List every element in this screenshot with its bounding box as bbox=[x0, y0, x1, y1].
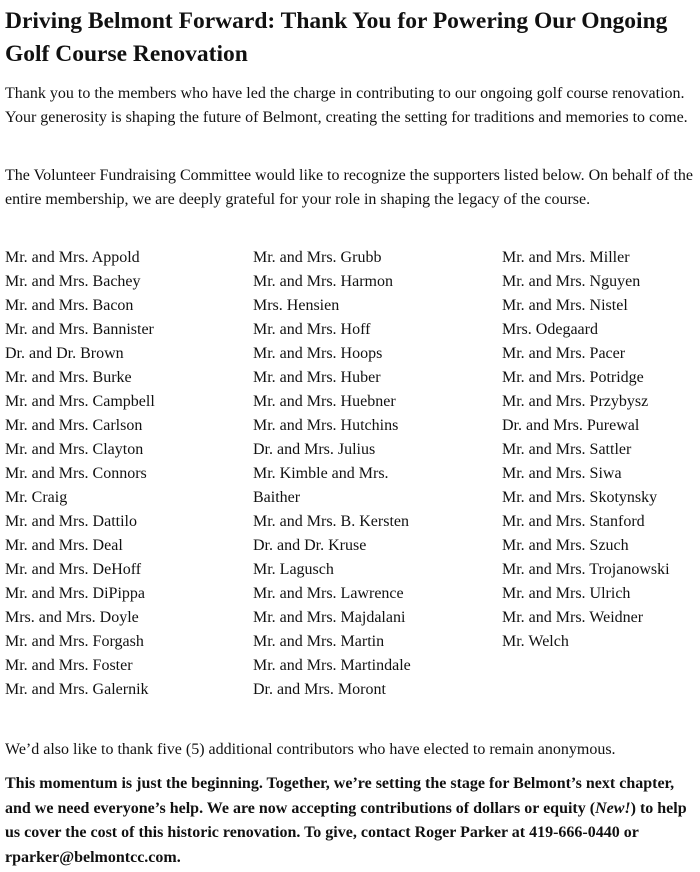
supporter-name: Mr. and Mrs. Connors bbox=[5, 465, 147, 482]
supporter-name: Mrs. Odegaard bbox=[502, 321, 598, 338]
supporter-name: Mr. and Mrs. Skotynsky bbox=[502, 489, 658, 506]
closing-text-part-1: This momentum is just the beginning. Together, we’re setting the stage for Belmont’s next chapter, and we need everyone’s help. We are now accepting contributions of dollars or equity ( bbox=[5, 775, 675, 817]
closing-text-part-2: ) to help us cover the cost of this historic renovation. To give, contact Roger Parker at 419-666-0440 or rparker@belmontcc.com. bbox=[5, 799, 687, 866]
supporter-name: Mr. and Mrs. Harmon bbox=[253, 273, 393, 290]
supporter-name: Mr. Craig bbox=[5, 489, 68, 506]
supporter-name: Dr. and Mrs. Purewal bbox=[502, 417, 640, 434]
page-title: Driving Belmont Forward: Thank You for Powering Our Ongoing Golf Course Renovation bbox=[5, 8, 668, 67]
supporter-name: Mr. and Mrs. Hutchins bbox=[253, 417, 399, 434]
supporter-name: Mr. and Mrs. Bacon bbox=[5, 297, 134, 314]
supporter-name: Mr. and Mrs. Forgash bbox=[5, 633, 144, 650]
supporters-column-1 bbox=[5, 246, 245, 702]
supporter-name: Mr. and Mrs. Majdalani bbox=[253, 609, 406, 626]
supporter-name: Mr. and Mrs. Bannister bbox=[5, 321, 154, 338]
supporter-name: Mr. and Mrs. Deal bbox=[5, 537, 123, 554]
supporter-name: Mr. and Mrs. Stanford bbox=[502, 513, 645, 530]
supporter-name: Mr. and Mrs. Trojanowski bbox=[502, 561, 670, 578]
supporter-name: Mr. and Mrs. Sattler bbox=[502, 441, 632, 458]
supporter-name: Mr. and Mrs. Hoff bbox=[253, 321, 371, 338]
closing-paragraph bbox=[5, 772, 697, 870]
supporter-name: Mr. and Mrs. Dattilo bbox=[5, 513, 137, 530]
supporter-name: Mr. Welch bbox=[502, 633, 569, 650]
anonymous-paragraph: We’d also like to thank five (5) additional contributors who have elected to remain anonymous. bbox=[5, 741, 616, 758]
supporter-name: Mr. and Mrs. Galernik bbox=[5, 681, 149, 698]
supporter-name: Dr. and Mrs. Julius bbox=[253, 441, 376, 458]
supporter-name: Mr. and Mrs. Nistel bbox=[502, 297, 628, 314]
supporters-column-3 bbox=[502, 246, 700, 654]
supporter-name: Mr. Lagusch bbox=[253, 561, 334, 578]
supporter-name: Mr. and Mrs. DeHoff bbox=[5, 561, 142, 578]
supporter-name: Mr. and Mrs. Grubb bbox=[253, 249, 382, 266]
supporter-name: Mr. and Mrs. Weidner bbox=[502, 609, 644, 626]
supporter-name: Mr. and Mrs. Clayton bbox=[5, 441, 144, 458]
supporter-name: Mr. and Mrs. Pacer bbox=[502, 345, 626, 362]
supporter-name: Mr. and Mrs. Lawrence bbox=[253, 585, 404, 602]
new-label: New! bbox=[595, 799, 631, 817]
supporter-name: Mr. and Mrs. Hoops bbox=[253, 345, 383, 362]
supporter-name: Mrs. and Mrs. Doyle bbox=[5, 609, 139, 626]
supporter-name: Mr. Kimble and Mrs. bbox=[253, 465, 389, 482]
supporter-name: Mr. and Mrs. Huebner bbox=[253, 393, 396, 410]
supporter-name: Dr. and Mrs. Moront bbox=[253, 681, 386, 698]
supporter-name: Mr. and Mrs. Burke bbox=[5, 369, 132, 386]
supporter-name: Baither bbox=[253, 489, 301, 506]
supporter-name: Mr. and Mrs. Miller bbox=[502, 249, 630, 266]
supporter-name: Mr. and Mrs. Huber bbox=[253, 369, 381, 386]
supporter-name: Mr. and Mrs. Nguyen bbox=[502, 273, 641, 290]
committee-paragraph: The Volunteer Fundraising Committee would like to recognize the supporters listed below. On behalf of the entire membership, we are deeply grateful for your role in shaping the legacy of the course. bbox=[5, 167, 693, 208]
intro-paragraph: Thank you to the members who have led the charge in contributing to our ongoing golf course renovation. Your generosity is shaping the future of Belmont, creating the setting for traditions and memories to come. bbox=[5, 85, 688, 126]
supporter-name: Mr. and Mrs. Ulrich bbox=[502, 585, 631, 602]
supporter-name: Mrs. Hensien bbox=[253, 297, 340, 314]
supporter-name: Mr. and Mrs. Potridge bbox=[502, 369, 644, 386]
supporter-name: Mr. and Mrs. Bachey bbox=[5, 273, 141, 290]
supporter-name: Dr. and Dr. Brown bbox=[5, 345, 124, 362]
supporter-name: Mr. and Mrs. Martin bbox=[253, 633, 385, 650]
supporter-name: Mr. and Mrs. DiPippa bbox=[5, 585, 145, 602]
supporter-name: Mr. and Mrs. Szuch bbox=[502, 537, 629, 554]
supporter-name: Mr. and Mrs. Carlson bbox=[5, 417, 143, 434]
supporter-name: Mr. and Mrs. Przybysz bbox=[502, 393, 649, 410]
supporter-name: Mr. and Mrs. Martindale bbox=[253, 657, 411, 674]
supporter-name: Mr. and Mrs. Foster bbox=[5, 657, 133, 674]
supporter-name: Mr. and Mrs. B. Kersten bbox=[253, 513, 409, 530]
supporter-name: Dr. and Dr. Kruse bbox=[253, 537, 367, 554]
supporters-column-2 bbox=[253, 246, 493, 702]
supporter-name: Mr. and Mrs. Siwa bbox=[502, 465, 622, 482]
supporter-name: Mr. and Mrs. Appold bbox=[5, 249, 140, 266]
supporter-name: Mr. and Mrs. Campbell bbox=[5, 393, 155, 410]
